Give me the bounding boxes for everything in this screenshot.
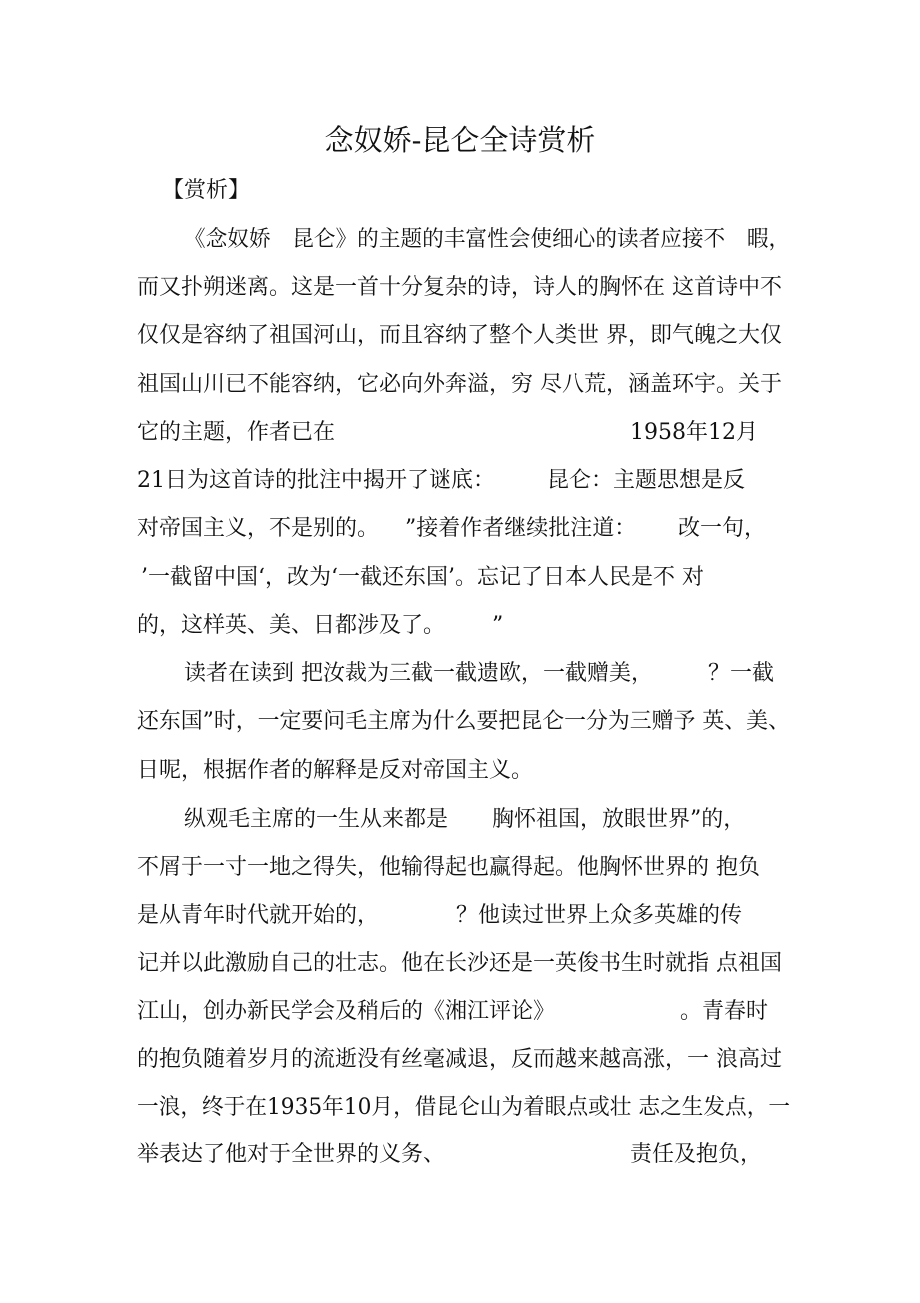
line-text: 21日为这首诗的批注中揭开了谜底： <box>137 468 495 493</box>
line-text: 而又扑朔迷离。这是一首十分复杂的诗，诗人的胸怀在 这首诗中不 <box>137 275 782 300</box>
line-text: 记并以此激励自己的壮志。他在长沙还是一英俊书生时就指 点祖国 <box>137 951 782 976</box>
line-text: 胸怀祖国，放眼世界”的， <box>492 807 746 832</box>
line-text: 一浪，终于在1935年10月，借昆仑山为着眼点或壮 志之生发点，一 <box>137 1095 791 1120</box>
line-text: 它的主题，作者已在 <box>137 420 336 445</box>
document-title: 念奴娇-昆仑全诗赏析 <box>324 123 596 157</box>
line-text: 仅仅是容纳了祖国河山，而且容纳了整个人类世 界，即气魄之大仅 <box>137 323 782 348</box>
line-text-date: 1958年12月 <box>630 420 758 445</box>
line-text: 对帝国主义，不是别的。 <box>137 516 380 541</box>
line-text: ？他读过世界上众多英雄的传 <box>456 903 743 928</box>
line-text: 不屑于一寸一地之得失，他输得起也赢得起。他胸怀世界的 抱负 <box>137 855 760 880</box>
line-text: 江山，创办新民学会及稍后的《湘江评论》 <box>137 999 556 1024</box>
paragraph-line <box>0 1140 763 1260</box>
line-text: 举表达了他对于全世界的义务、 <box>137 1142 446 1167</box>
line-text: 的抱负随着岁月的流逝没有丝毫减退，反而越来越高涨，一 浪高过 <box>137 1047 782 1072</box>
line-text: 责任及抱负， <box>630 1142 763 1167</box>
line-text: 的，这样英、美、日都涉及了。 <box>137 613 446 638</box>
line-text: 祖国山川已不能容纳，它必向外奔溢，穷 尽八荒，涵盖环宇。关于 <box>137 372 782 397</box>
line-text: 昆仑：主题思想是反 <box>547 468 746 493</box>
line-text: 还东国”时，一定要问毛主席为什么要把昆仑一分为三赠予 英、美、 <box>137 709 790 734</box>
line-text: ？一截 <box>708 661 775 686</box>
line-text: 读者在读到 把汝裁为三截一截遗欧，一截赠美， <box>184 661 653 686</box>
section-heading: 【赏析】 <box>162 178 251 203</box>
line-text: 改一句， <box>678 516 767 541</box>
line-text: 纵观毛主席的一生从来都是 <box>184 807 449 832</box>
line-text: ”接着作者继续批注道： <box>405 516 637 541</box>
line-text: 《念奴娇 昆仑》的主题的丰富性会使细心的读者应接不 暇， <box>184 227 791 252</box>
line-text: ” <box>492 613 504 638</box>
line-text: 。青春时 <box>680 999 769 1024</box>
line-text: 日呢，根据作者的解释是反对帝国主义。 <box>137 758 534 783</box>
line-text: 是从青年时代就开始的， <box>137 903 380 928</box>
line-text: ’一截留中国‘，改为‘一截还东国’。忘记了日本人民是不 对 <box>141 565 704 590</box>
